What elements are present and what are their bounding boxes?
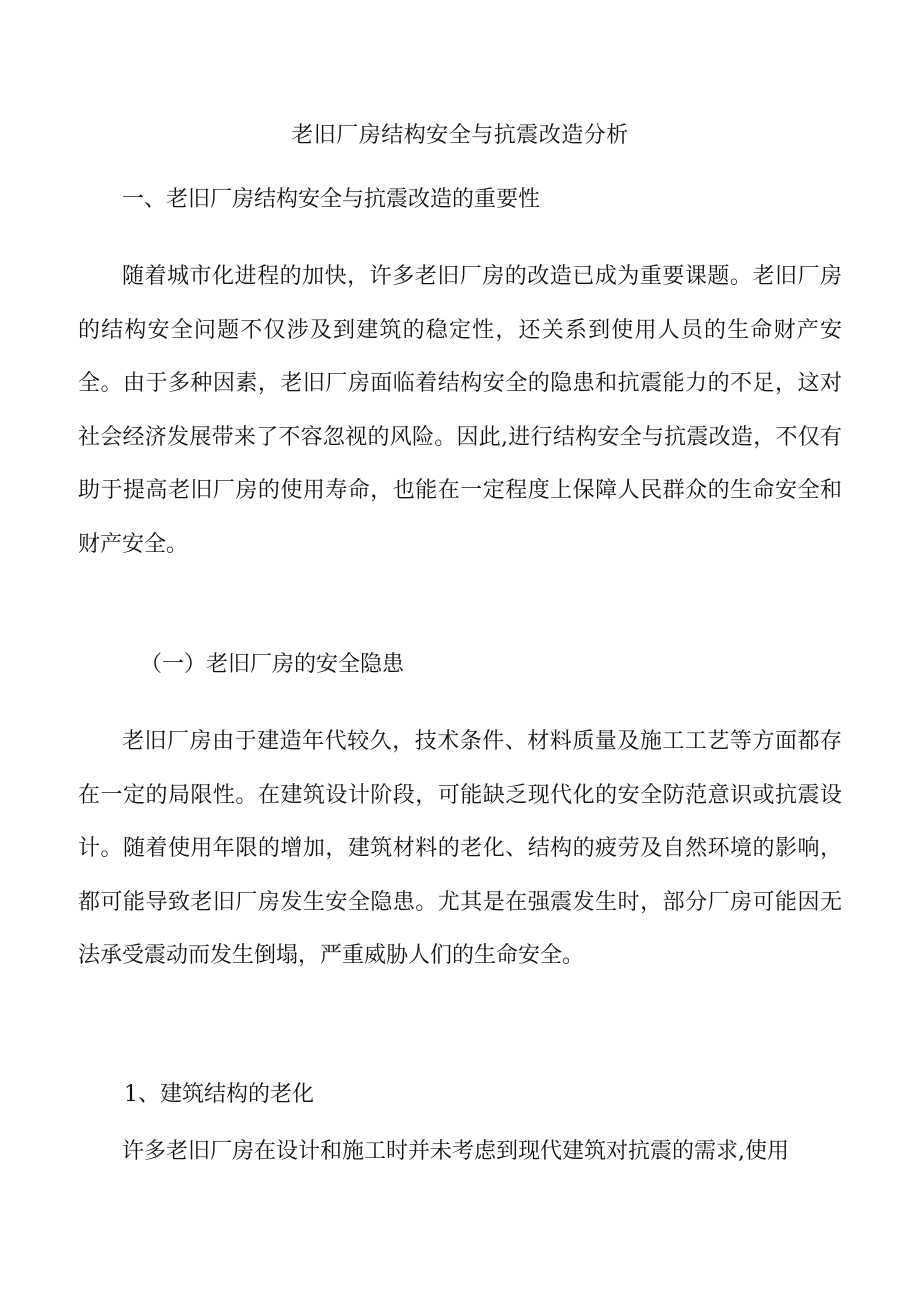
paragraph-structural-aging: 许多老旧厂房在设计和施工时并未考虑到现代建筑对抗震的需求,使用 bbox=[122, 1139, 789, 1164]
paragraph-safety-hazards: 老旧厂房由于建造年代较久，技术条件、材料质量及施工工艺等方面都存在一定的局限性。在建筑设计阶段，可能缺乏现代化的安全防范意识或抗震设计。随着使用年限的增加，建筑材料的老化、结构的疲劳及自然环境的影响，都可能导致老旧厂房发生安全隐患。尤其是在强震发生时，部分厂房可能因无法承受震动而发生倒塌，严重威胁人们的生命安全。 bbox=[78, 729, 842, 968]
section-heading-importance: 一、老旧厂房结构安全与抗震改造的重要性 bbox=[122, 187, 541, 212]
item-heading-structural-aging: 1、建筑结构的老化 bbox=[124, 1082, 314, 1107]
subsection-heading-safety-hazards: （一）老旧厂房的安全隐患 bbox=[140, 652, 405, 677]
paragraph-importance: 随着城市化进程的加快，许多老旧厂房的改造已成为重要课题。老旧厂房的结构安全问题不仅涉及到建筑的稳定性，还关系到使用人员的生命财产安全。由于多种因素，老旧厂房面临着结构安全的隐患和抗震能力的不足，这对社会经济发展带来了不容忽视的风险。因此,进行结构安全与抗震改造，不仅有助于提高老旧厂房的使用寿命，也能在一定程度上保障人民群众的生命安全和财产安全。 bbox=[78, 264, 842, 557]
document-title: 老旧厂房结构安全与抗震改造分析 bbox=[291, 123, 629, 148]
